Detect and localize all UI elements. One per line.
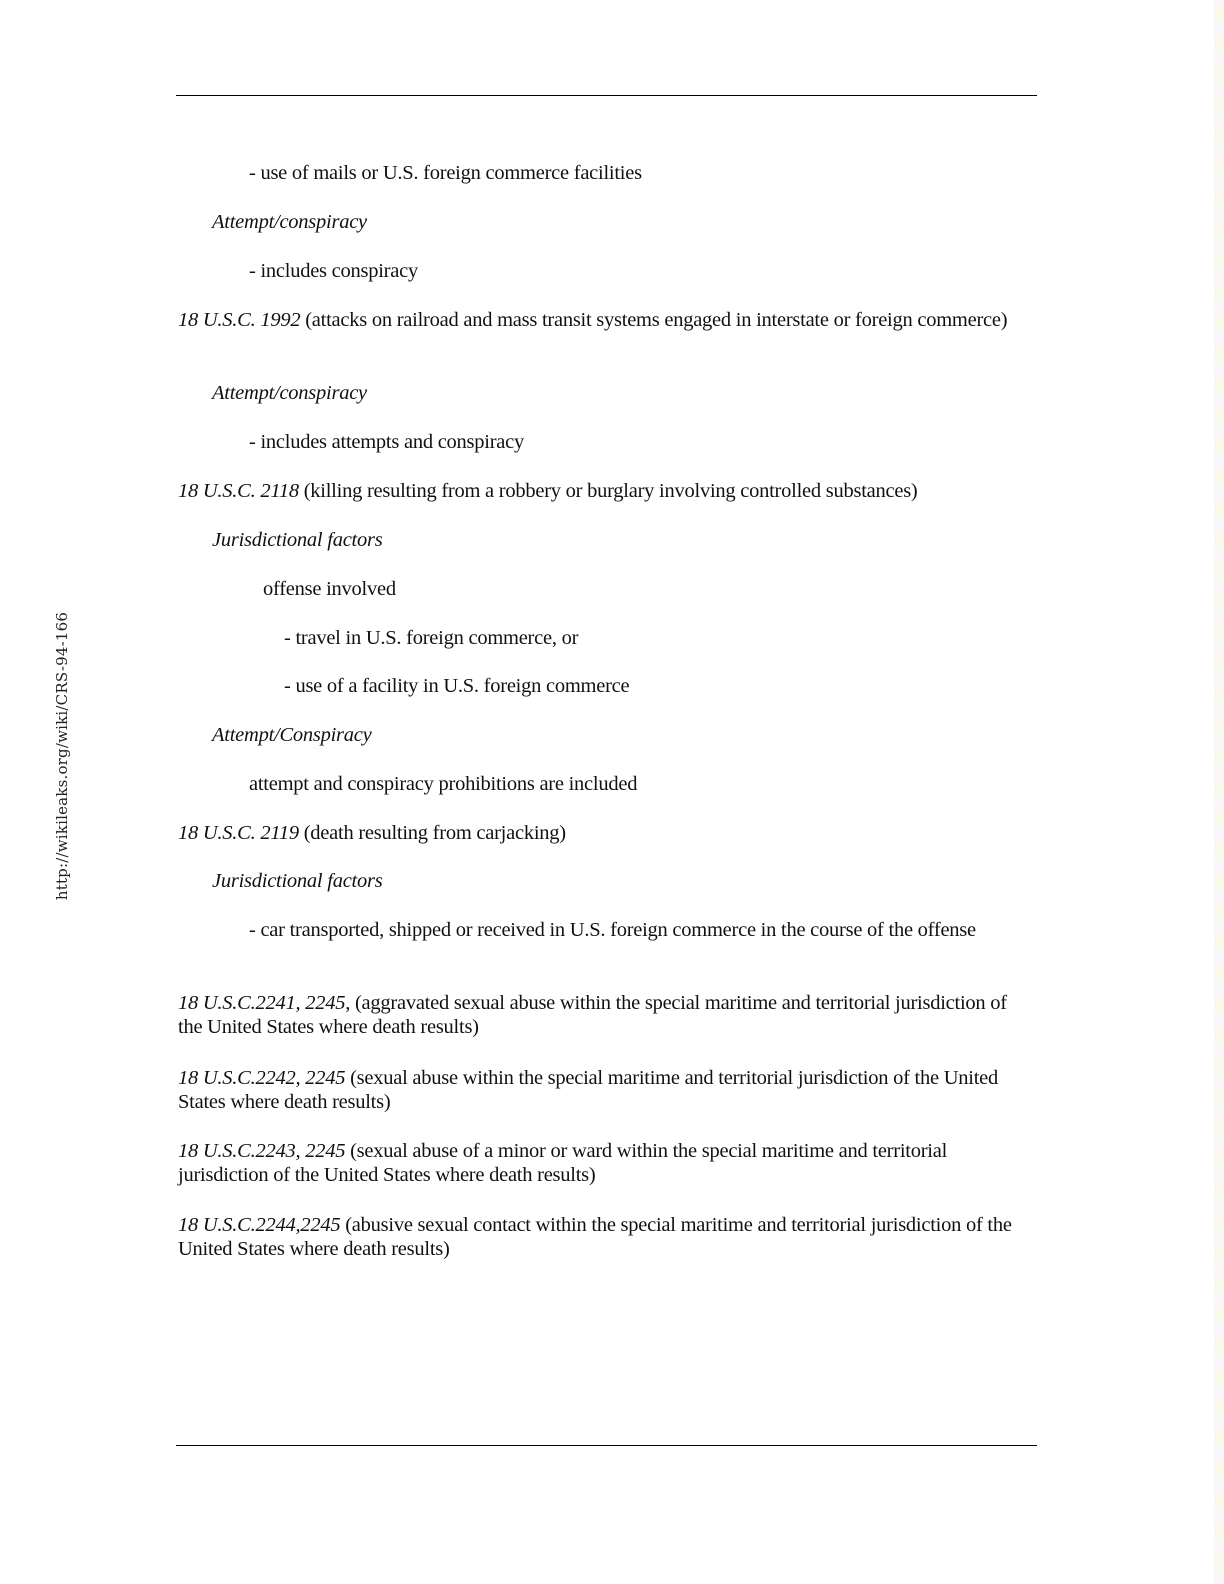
- subheading-jurisdictional-factors: Jurisdictional factors: [212, 529, 383, 551]
- statute-entry-2119: [178, 821, 566, 845]
- statute-citation: 18 U.S.C.2241, 2245: [178, 992, 346, 1014]
- statute-entry-2244: [178, 1213, 1028, 1261]
- list-item: - car transported, shipped or received in U.S. foreign commerce in the course of the offense: [249, 919, 976, 941]
- header-rule: [176, 95, 1037, 96]
- list-item: - includes attempts and conspiracy: [249, 431, 524, 453]
- list-item: attempt and conspiracy prohibitions are included: [249, 773, 638, 795]
- list-item: - use of a facility in U.S. foreign commerce: [284, 675, 630, 697]
- statute-citation: 18 U.S.C.2244,2245: [178, 1214, 341, 1236]
- list-item: - includes conspiracy: [249, 260, 418, 282]
- list-item: - travel in U.S. foreign commerce, or: [284, 627, 579, 649]
- statute-citation: 18 U.S.C.2242, 2245: [178, 1067, 346, 1089]
- statute-citation: 18 U.S.C. 2119: [178, 822, 299, 844]
- footer-rule: [176, 1445, 1037, 1446]
- list-item: - use of mails or U.S. foreign commerce facilities: [249, 162, 642, 184]
- scan-edge-artifact: [1214, 0, 1224, 1584]
- statute-description: (sexual abuse within the special maritime and territorial jurisdiction of the United States where death results): [178, 1067, 999, 1113]
- statute-entry-2118: [178, 479, 918, 503]
- statute-description: (sexual abuse of a minor or ward within the special maritime and territorial jurisdiction of the United States where death results): [178, 1140, 948, 1186]
- statute-citation: 18 U.S.C. 2118: [178, 480, 299, 502]
- statute-entry-2243: [178, 1139, 1028, 1187]
- statute-description: (abusive sexual contact within the special maritime and territorial jurisdiction of the United States where death results): [178, 1214, 1012, 1260]
- statute-citation: 18 U.S.C. 1992: [178, 309, 301, 331]
- statute-description: , (aggravated sexual abuse within the special maritime and territorial jurisdiction of the United States where death results): [178, 992, 1007, 1038]
- side-watermark-url: http://wikileaks.org/wiki/CRS-94-166: [53, 611, 71, 901]
- statute-entry-2242: [178, 1066, 1028, 1114]
- statute-citation: 18 U.S.C.2243, 2245: [178, 1140, 346, 1162]
- list-item: offense involved: [263, 578, 396, 600]
- subheading-jurisdictional-factors: Jurisdictional factors: [212, 870, 383, 892]
- subheading-attempt-conspiracy: Attempt/conspiracy: [212, 211, 367, 233]
- statute-description: (death resulting from carjacking): [298, 822, 566, 844]
- statute-entry-2241: [178, 991, 1028, 1039]
- statute-description: (killing resulting from a robbery or burglary involving controlled substances): [298, 480, 918, 502]
- subheading-attempt-conspiracy: Attempt/Conspiracy: [212, 724, 372, 746]
- subheading-attempt-conspiracy: Attempt/conspiracy: [212, 382, 367, 404]
- statute-description: (attacks on railroad and mass transit systems engaged in interstate or foreign commerce): [300, 309, 1008, 331]
- statute-entry-1992: [178, 308, 1028, 332]
